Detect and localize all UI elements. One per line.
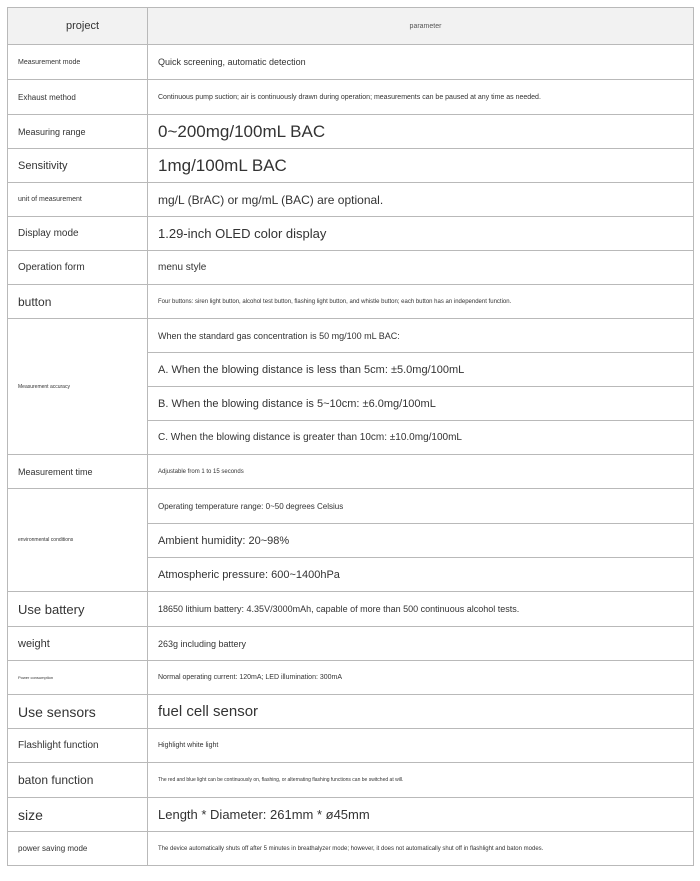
row-label: unit of measurement [8,183,148,217]
header-project: project [8,8,148,45]
table-row [8,489,694,524]
row-label: Exhaust method [8,80,148,115]
table-row [8,832,694,866]
row-value: Highlight white light [148,729,694,763]
row-value: The device automatically shuts off after 5 minutes in breathalyzer mode; however, it does not automatically shut off in flashlight and baton modes. [148,832,694,866]
row-label: Measurement time [8,455,148,489]
row-label: Power consumption [8,661,148,695]
row-label: Measuring range [8,115,148,149]
header-parameter: parameter [148,8,694,45]
table-row [8,251,694,285]
table-row [8,798,694,832]
table-row [8,661,694,695]
row-value: 1.29-inch OLED color display [148,217,694,251]
table-row [8,319,694,353]
row-label: button [8,285,148,319]
spec-table [7,7,694,866]
row-value: Four buttons: siren light button, alcohol test button, flashing light button, and whistle button; each button has an independent function. [148,285,694,319]
row-value: Length * Diameter: 261mm * ø45mm [148,798,694,832]
row-value: Adjustable from 1 to 15 seconds [148,455,694,489]
table-row [8,115,694,149]
row-label: Flashlight function [8,729,148,763]
table-row [8,627,694,661]
row-label: Use battery [8,592,148,627]
table-row [8,592,694,627]
row-value: Atmospheric pressure: 600~1400hPa [148,558,694,592]
row-value: Ambient humidity: 20~98% [148,524,694,558]
row-value: Normal operating current: 120mA; LED illumination: 300mA [148,661,694,695]
row-label: Operation form [8,251,148,285]
row-value: When the standard gas concentration is 50 mg/100 mL BAC: [148,319,694,353]
header-row [8,8,694,45]
table-row [8,695,694,729]
row-value: menu style [148,251,694,285]
row-label: size [8,798,148,832]
table-row [8,45,694,80]
row-label: Sensitivity [8,149,148,183]
table-row [8,729,694,763]
row-value: A. When the blowing distance is less than 5cm: ±5.0mg/100mL [148,353,694,387]
table-row [8,455,694,489]
row-label: Display mode [8,217,148,251]
row-value: B. When the blowing distance is 5~10cm: ±6.0mg/100mL [148,387,694,421]
row-value: mg/L (BrAC) or mg/mL (BAC) are optional. [148,183,694,217]
row-value: 263g including battery [148,627,694,661]
row-label: baton function [8,763,148,798]
row-label: environmental conditions [8,489,148,592]
row-value: Operating temperature range: 0~50 degrees Celsius [148,489,694,524]
table-row [8,149,694,183]
row-value: C. When the blowing distance is greater than 10cm: ±10.0mg/100mL [148,421,694,455]
table-row [8,285,694,319]
table-row [8,183,694,217]
row-value: fuel cell sensor [148,695,694,729]
table-row [8,217,694,251]
row-value: 1mg/100mL BAC [148,149,694,183]
row-value: 0~200mg/100mL BAC [148,115,694,149]
table-row [8,763,694,798]
row-label: weight [8,627,148,661]
row-value: The red and blue light can be continuously on, flashing, or alternating flashing functions can be switched at will. [148,763,694,798]
row-label: Use sensors [8,695,148,729]
row-label: Measurement accuracy [8,319,148,455]
table-row [8,80,694,115]
row-value: 18650 lithium battery: 4.35V/3000mAh, capable of more than 500 continuous alcohol tests. [148,592,694,627]
row-value: Continuous pump suction; air is continuously drawn during operation; measurements can be paused at any time as needed. [148,80,694,115]
row-label: Measurement mode [8,45,148,80]
row-label: power saving mode [8,832,148,866]
row-value: Quick screening, automatic detection [148,45,694,80]
